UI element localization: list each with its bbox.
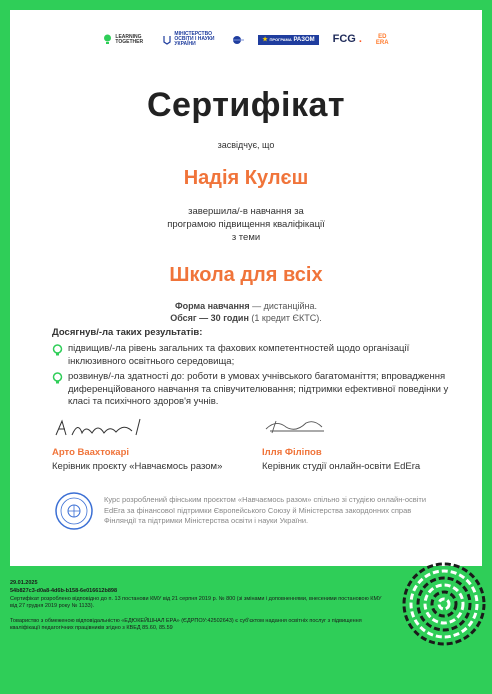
course-title: Школа для всіх (169, 264, 323, 286)
signer-1-name: Арто Ваахтокарі (52, 447, 130, 458)
footer (10, 580, 390, 635)
certificate-title: Сертифікат (146, 86, 346, 124)
recipient-name: Надія Кулєш (183, 167, 309, 189)
completion-statement (10, 205, 482, 244)
certificate-sheet (10, 10, 482, 566)
certificate-id: 54b827c3-d0a8-4d6b-b158-6e016612b898 (10, 588, 118, 594)
bulb-bullet-icon (52, 372, 63, 384)
result-text: розвинув/-ла здатності до: роботи в умовах учнівського багатоманіття; впровадження диференційованого навчання та співучителювання; підтримки ефективної поведінки у класі та психічного здоров'я учнів. (68, 371, 449, 407)
signer-2-name: Ілля Філіпов (262, 447, 322, 458)
list-item (52, 343, 452, 368)
eu-programme-logo (258, 35, 318, 45)
completion-line-2: програмою підвищення кваліфікації (167, 219, 325, 230)
eu-flag-block (258, 35, 318, 45)
fcg-logo: FCG . (332, 33, 362, 45)
learning-together-logo (103, 34, 149, 45)
form-label: Форма навчання (174, 301, 250, 311)
fcg-text: FCG (332, 33, 356, 45)
ministry-text: МІНІСТЕРСТВО ОСВІТИ І НАУКИ УКРАЇНИ (174, 31, 215, 47)
lightbulb-icon (103, 34, 112, 45)
completion-line-3: з теми (231, 232, 261, 243)
volume-label: Обсяг — 30 годин (170, 313, 249, 323)
trident-icon (163, 35, 171, 45)
legal-text-2: Товариство з обмеженою відповідальністю «ЕДЮКЕЙШНАЛ ЕРА» (ЄДРПОУ:42502643) є суб'єктом надання освітніх послуг з підвищення кваліфікації педагогічних працівників згідно з КВЕД 85.60, 85.59 (10, 618, 362, 631)
course-meta (10, 300, 482, 324)
eu-programme-small: ПРОГРАМА (269, 36, 292, 42)
eu-stars-icon: ★ (262, 36, 268, 43)
learning-together-text: LEARNING TOGETHER (115, 33, 144, 45)
edera-logo (376, 34, 389, 46)
completion-line-1: завершила/-в навчання за (188, 206, 304, 217)
results-list (52, 343, 452, 412)
edera-bottom: ERA (375, 39, 389, 46)
list-item (52, 371, 452, 409)
unit-logo (232, 35, 244, 45)
results-heading: Досягнув/-ла таких результатів: (52, 327, 203, 338)
decorative-swirl-icon (396, 554, 486, 650)
eu-programme-text: РАЗОМ (293, 36, 315, 43)
edera-top: ED (378, 33, 387, 40)
signer-2-role: Керівник студії онлайн-освіти EdEra (262, 461, 421, 472)
certifies-text: засвідчує, що (217, 140, 275, 150)
project-note: Курс розроблений фінським проєктом «Навчаємось разом» спільно зі студією онлайн-освіти EdEra за фінансової підтримки Європейського Союзу й Міністерства закордонних справ Фінляндії та підтримки Міністерства освіти і науки України. (104, 495, 427, 525)
issue-date: 29.01.2025 (10, 580, 38, 586)
result-text: підвищив/-ла рівень загальних та фахових компетентностей щодо організації інклюзивного освітнього середовища; (68, 343, 410, 367)
bulb-bullet-icon (52, 344, 63, 356)
signature-1 (52, 415, 162, 441)
project-seal-icon (54, 491, 94, 531)
legal-text-1: Сертифікат розроблено відповідно до п. 13 постанови КМУ від 21 серпня 2019 р. № 800 (зі змінами і доповненнями, внесеними постановою КМУ від 27 грудня 2019 року № 1133). (10, 596, 382, 609)
volume-value: (1 кредит ЄКТС). (248, 313, 322, 323)
signer-1-role: Керівник проєкту «Навчаємось разом» (52, 461, 223, 472)
form-value: — дистанційна. (249, 301, 318, 311)
partner-logos (10, 32, 482, 47)
ministry-logo (163, 32, 218, 47)
globe-icon (232, 35, 244, 45)
signature-2 (262, 415, 332, 437)
